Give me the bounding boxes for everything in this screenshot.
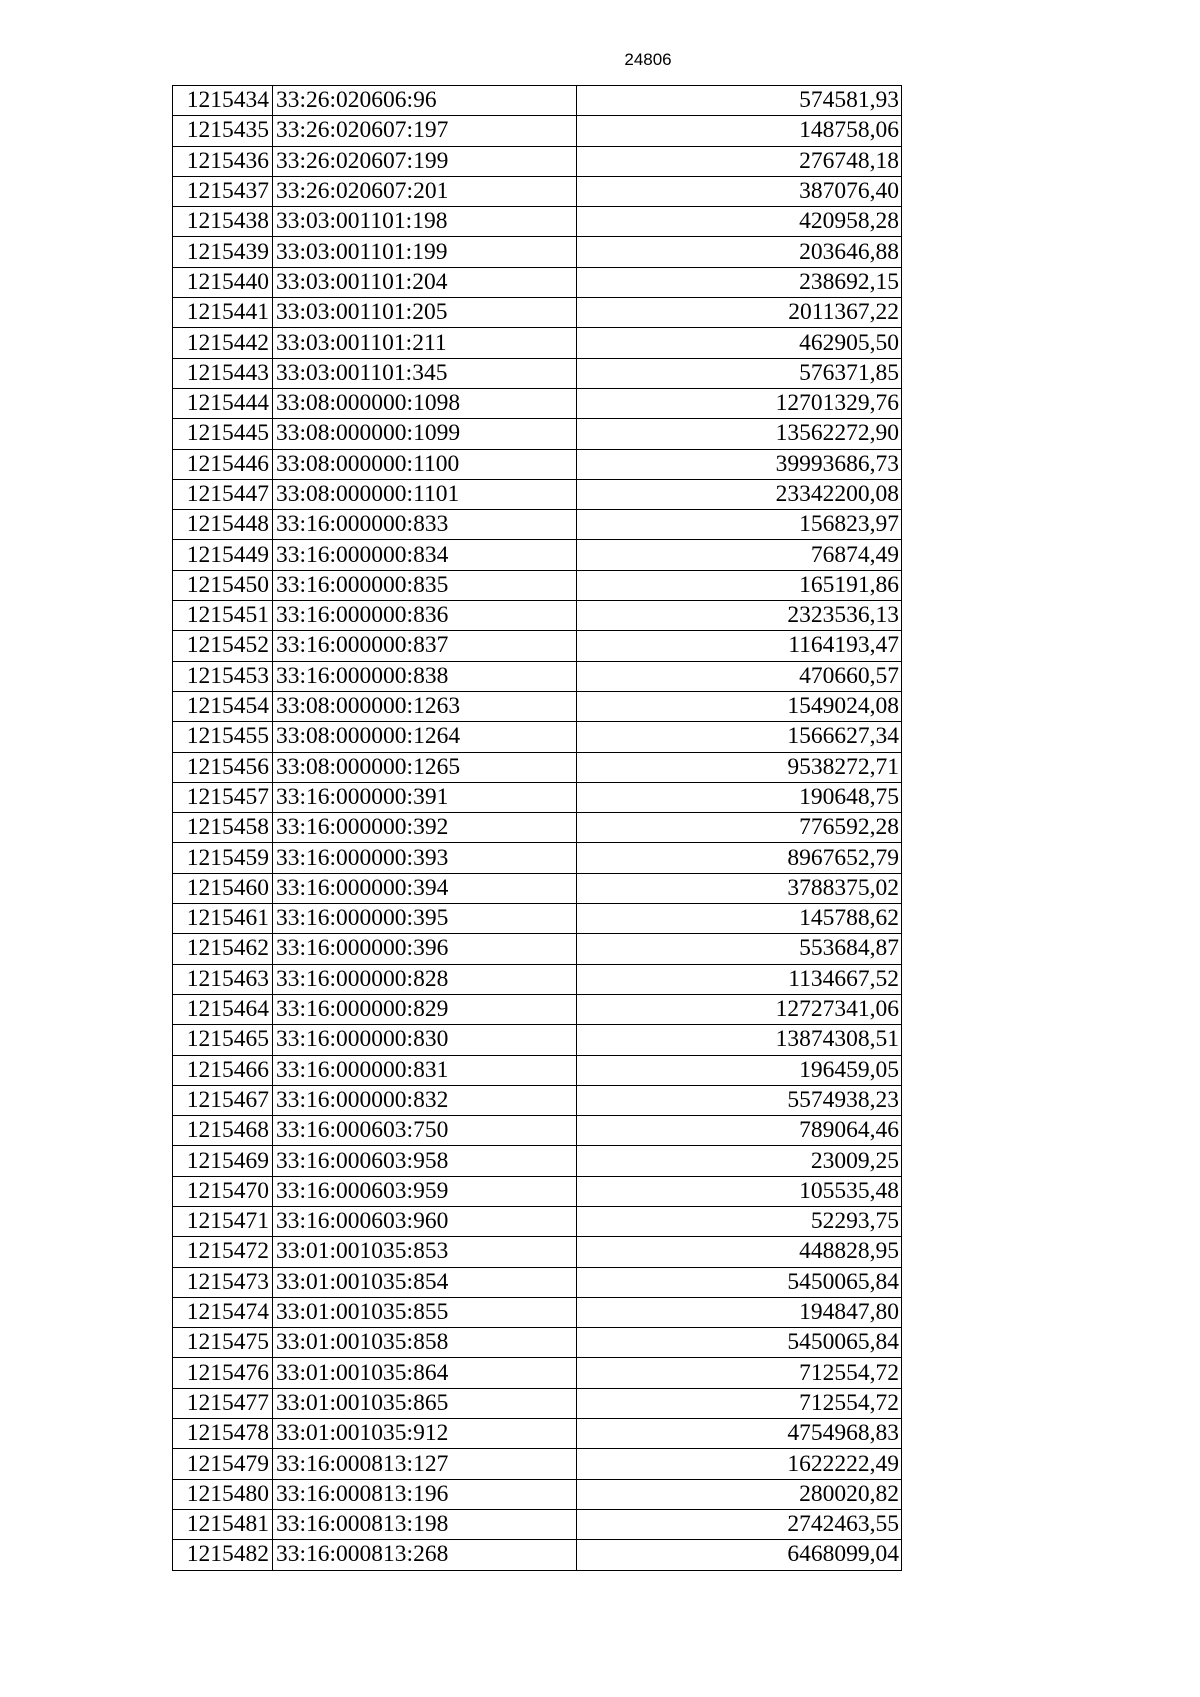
table-row — [173, 388, 902, 418]
table-row — [173, 934, 902, 964]
value-cell: 5450065,84 — [577, 1328, 902, 1358]
cadastral-number-cell: 33:16:000813:198 — [273, 1509, 577, 1539]
cadastral-number-cell: 33:08:000000:1100 — [273, 449, 577, 479]
table-row — [173, 813, 902, 843]
value-cell: 39993686,73 — [577, 449, 902, 479]
row-id-cell: 1215436 — [173, 146, 273, 176]
value-cell: 1164193,47 — [577, 631, 902, 661]
table-row — [173, 873, 902, 903]
table-row — [173, 843, 902, 873]
page-number: 24806 — [624, 50, 672, 69]
row-id-cell: 1215438 — [173, 207, 273, 237]
cadastral-number-cell: 33:01:001035:858 — [273, 1328, 577, 1358]
row-id-cell: 1215451 — [173, 601, 273, 631]
row-id-cell: 1215441 — [173, 298, 273, 328]
row-id-cell: 1215482 — [173, 1540, 273, 1570]
table-row — [173, 722, 902, 752]
row-id-cell: 1215460 — [173, 873, 273, 903]
cadastral-number-cell: 33:26:020607:197 — [273, 116, 577, 146]
cadastral-number-cell: 33:01:001035:865 — [273, 1388, 577, 1418]
value-cell: 776592,28 — [577, 813, 902, 843]
table-row — [173, 570, 902, 600]
table-row — [173, 328, 902, 358]
row-id-cell: 1215448 — [173, 510, 273, 540]
cadastral-number-cell: 33:16:000000:831 — [273, 1055, 577, 1085]
value-cell: 470660,57 — [577, 661, 902, 691]
cadastral-number-cell: 33:16:000000:394 — [273, 873, 577, 903]
cadastral-number-cell: 33:16:000000:838 — [273, 661, 577, 691]
cadastral-number-cell: 33:16:000000:830 — [273, 1025, 577, 1055]
cadastral-number-cell: 33:01:001035:855 — [273, 1297, 577, 1327]
cadastral-number-cell: 33:03:001101:199 — [273, 237, 577, 267]
value-cell: 712554,72 — [577, 1358, 902, 1388]
cadastral-number-cell: 33:16:000603:960 — [273, 1206, 577, 1236]
table-row — [173, 1297, 902, 1327]
table-row — [173, 661, 902, 691]
value-cell: 145788,62 — [577, 904, 902, 934]
value-cell: 5450065,84 — [577, 1267, 902, 1297]
value-cell: 712554,72 — [577, 1388, 902, 1418]
row-id-cell: 1215437 — [173, 176, 273, 206]
cadastral-number-cell: 33:16:000000:829 — [273, 994, 577, 1024]
row-id-cell: 1215435 — [173, 116, 273, 146]
table-row — [173, 964, 902, 994]
value-cell: 12701329,76 — [577, 388, 902, 418]
cadastral-number-cell: 33:03:001101:205 — [273, 298, 577, 328]
value-cell: 165191,86 — [577, 570, 902, 600]
value-cell: 13562272,90 — [577, 419, 902, 449]
cadastral-number-cell: 33:26:020606:96 — [273, 86, 577, 116]
table-row — [173, 1267, 902, 1297]
value-cell: 23009,25 — [577, 1146, 902, 1176]
cadastral-number-cell: 33:01:001035:864 — [273, 1358, 577, 1388]
row-id-cell: 1215456 — [173, 752, 273, 782]
value-cell: 9538272,71 — [577, 752, 902, 782]
row-id-cell: 1215459 — [173, 843, 273, 873]
cadastral-number-cell: 33:03:001101:204 — [273, 267, 577, 297]
row-id-cell: 1215477 — [173, 1388, 273, 1418]
table-row — [173, 752, 902, 782]
table-row — [173, 1025, 902, 1055]
row-id-cell: 1215458 — [173, 813, 273, 843]
row-id-cell: 1215467 — [173, 1085, 273, 1115]
table-row — [173, 1479, 902, 1509]
row-id-cell: 1215440 — [173, 267, 273, 297]
cadastral-number-cell: 33:16:000603:750 — [273, 1116, 577, 1146]
row-id-cell: 1215481 — [173, 1509, 273, 1539]
cadastral-number-cell: 33:16:000000:834 — [273, 540, 577, 570]
cadastral-number-cell: 33:08:000000:1264 — [273, 722, 577, 752]
table-row — [173, 1176, 902, 1206]
table-row — [173, 298, 902, 328]
table-row — [173, 1388, 902, 1418]
table-row — [173, 176, 902, 206]
cadastral-number-cell: 33:16:000000:836 — [273, 601, 577, 631]
table-body — [173, 86, 902, 1571]
cadastral-number-cell: 33:16:000000:392 — [273, 813, 577, 843]
row-id-cell: 1215475 — [173, 1328, 273, 1358]
row-id-cell: 1215454 — [173, 691, 273, 721]
table-row — [173, 1328, 902, 1358]
value-cell: 196459,05 — [577, 1055, 902, 1085]
value-cell: 190648,75 — [577, 782, 902, 812]
value-cell: 574581,93 — [577, 86, 902, 116]
table-row — [173, 1206, 902, 1236]
cadastral-number-cell: 33:08:000000:1098 — [273, 388, 577, 418]
table-row — [173, 1419, 902, 1449]
cadastral-number-cell: 33:08:000000:1263 — [273, 691, 577, 721]
value-cell: 420958,28 — [577, 207, 902, 237]
row-id-cell: 1215471 — [173, 1206, 273, 1236]
table-row — [173, 207, 902, 237]
value-cell: 148758,06 — [577, 116, 902, 146]
table-row — [173, 1509, 902, 1539]
table-row — [173, 1116, 902, 1146]
value-cell: 387076,40 — [577, 176, 902, 206]
value-cell: 23342200,08 — [577, 479, 902, 509]
row-id-cell: 1215434 — [173, 86, 273, 116]
cadastral-number-cell: 33:16:000000:835 — [273, 570, 577, 600]
table-row — [173, 1540, 902, 1570]
cadastral-number-cell: 33:16:000603:959 — [273, 1176, 577, 1206]
table-row — [173, 1449, 902, 1479]
cadastral-number-cell: 33:16:000000:837 — [273, 631, 577, 661]
table-row — [173, 994, 902, 1024]
row-id-cell: 1215465 — [173, 1025, 273, 1055]
cadastral-number-cell: 33:16:000813:127 — [273, 1449, 577, 1479]
row-id-cell: 1215473 — [173, 1267, 273, 1297]
cadastral-number-cell: 33:01:001035:912 — [273, 1419, 577, 1449]
table-row — [173, 449, 902, 479]
table-row — [173, 358, 902, 388]
row-id-cell: 1215466 — [173, 1055, 273, 1085]
row-id-cell: 1215479 — [173, 1449, 273, 1479]
row-id-cell: 1215450 — [173, 570, 273, 600]
value-cell: 13874308,51 — [577, 1025, 902, 1055]
row-id-cell: 1215461 — [173, 904, 273, 934]
value-cell: 2323536,13 — [577, 601, 902, 631]
cadastral-number-cell: 33:26:020607:199 — [273, 146, 577, 176]
table-row — [173, 1146, 902, 1176]
value-cell: 1566627,34 — [577, 722, 902, 752]
table-row — [173, 1237, 902, 1267]
value-cell: 462905,50 — [577, 328, 902, 358]
row-id-cell: 1215480 — [173, 1479, 273, 1509]
table-row — [173, 691, 902, 721]
value-cell: 1622222,49 — [577, 1449, 902, 1479]
cadastral-number-cell: 33:16:000813:196 — [273, 1479, 577, 1509]
cadastral-number-cell: 33:08:000000:1101 — [273, 479, 577, 509]
row-id-cell: 1215455 — [173, 722, 273, 752]
value-cell: 448828,95 — [577, 1237, 902, 1267]
value-cell: 8967652,79 — [577, 843, 902, 873]
table-row — [173, 601, 902, 631]
row-id-cell: 1215468 — [173, 1116, 273, 1146]
row-id-cell: 1215446 — [173, 449, 273, 479]
cadastral-number-cell: 33:01:001035:853 — [273, 1237, 577, 1267]
cadastral-number-cell: 33:16:000813:268 — [273, 1540, 577, 1570]
row-id-cell: 1215469 — [173, 1146, 273, 1176]
value-cell: 2011367,22 — [577, 298, 902, 328]
cadastral-number-cell: 33:08:000000:1265 — [273, 752, 577, 782]
row-id-cell: 1215452 — [173, 631, 273, 661]
cadastral-number-cell: 33:08:000000:1099 — [273, 419, 577, 449]
table-row — [173, 116, 902, 146]
row-id-cell: 1215474 — [173, 1297, 273, 1327]
table-row — [173, 267, 902, 297]
value-cell: 276748,18 — [577, 146, 902, 176]
value-cell: 52293,75 — [577, 1206, 902, 1236]
row-id-cell: 1215476 — [173, 1358, 273, 1388]
table-row — [173, 146, 902, 176]
row-id-cell: 1215439 — [173, 237, 273, 267]
row-id-cell: 1215447 — [173, 479, 273, 509]
cadastral-number-cell: 33:16:000000:833 — [273, 510, 577, 540]
row-id-cell: 1215464 — [173, 994, 273, 1024]
cadastral-number-cell: 33:01:001035:854 — [273, 1267, 577, 1297]
value-cell: 3788375,02 — [577, 873, 902, 903]
table-row — [173, 540, 902, 570]
row-id-cell: 1215443 — [173, 358, 273, 388]
table-row — [173, 419, 902, 449]
value-cell: 553684,87 — [577, 934, 902, 964]
value-cell: 1549024,08 — [577, 691, 902, 721]
cadastral-number-cell: 33:03:001101:211 — [273, 328, 577, 358]
row-id-cell: 1215444 — [173, 388, 273, 418]
data-table-container — [172, 85, 902, 1571]
cadastral-number-cell: 33:16:000603:958 — [273, 1146, 577, 1176]
row-id-cell: 1215457 — [173, 782, 273, 812]
value-cell: 194847,80 — [577, 1297, 902, 1327]
value-cell: 1134667,52 — [577, 964, 902, 994]
table-row — [173, 237, 902, 267]
value-cell: 105535,48 — [577, 1176, 902, 1206]
cadastral-number-cell: 33:16:000000:395 — [273, 904, 577, 934]
table-row — [173, 904, 902, 934]
value-cell: 238692,15 — [577, 267, 902, 297]
table-row — [173, 631, 902, 661]
cadastral-number-cell: 33:16:000000:832 — [273, 1085, 577, 1115]
cadastral-number-cell: 33:03:001101:345 — [273, 358, 577, 388]
data-table — [172, 85, 902, 1571]
cadastral-number-cell: 33:16:000000:391 — [273, 782, 577, 812]
value-cell: 6468099,04 — [577, 1540, 902, 1570]
cadastral-number-cell: 33:16:000000:393 — [273, 843, 577, 873]
value-cell: 4754968,83 — [577, 1419, 902, 1449]
cadastral-number-cell: 33:16:000000:396 — [273, 934, 577, 964]
value-cell: 280020,82 — [577, 1479, 902, 1509]
table-row — [173, 1358, 902, 1388]
value-cell: 203646,88 — [577, 237, 902, 267]
table-row — [173, 86, 902, 116]
value-cell: 576371,85 — [577, 358, 902, 388]
row-id-cell: 1215472 — [173, 1237, 273, 1267]
value-cell: 5574938,23 — [577, 1085, 902, 1115]
value-cell: 789064,46 — [577, 1116, 902, 1146]
row-id-cell: 1215462 — [173, 934, 273, 964]
value-cell: 12727341,06 — [577, 994, 902, 1024]
value-cell: 76874,49 — [577, 540, 902, 570]
row-id-cell: 1215453 — [173, 661, 273, 691]
cadastral-number-cell: 33:26:020607:201 — [273, 176, 577, 206]
row-id-cell: 1215449 — [173, 540, 273, 570]
cadastral-number-cell: 33:03:001101:198 — [273, 207, 577, 237]
table-row — [173, 1085, 902, 1115]
row-id-cell: 1215478 — [173, 1419, 273, 1449]
value-cell: 156823,97 — [577, 510, 902, 540]
row-id-cell: 1215445 — [173, 419, 273, 449]
row-id-cell: 1215442 — [173, 328, 273, 358]
table-row — [173, 510, 902, 540]
row-id-cell: 1215463 — [173, 964, 273, 994]
table-row — [173, 1055, 902, 1085]
value-cell: 2742463,55 — [577, 1509, 902, 1539]
cadastral-number-cell: 33:16:000000:828 — [273, 964, 577, 994]
row-id-cell: 1215470 — [173, 1176, 273, 1206]
table-row — [173, 479, 902, 509]
table-row — [173, 782, 902, 812]
